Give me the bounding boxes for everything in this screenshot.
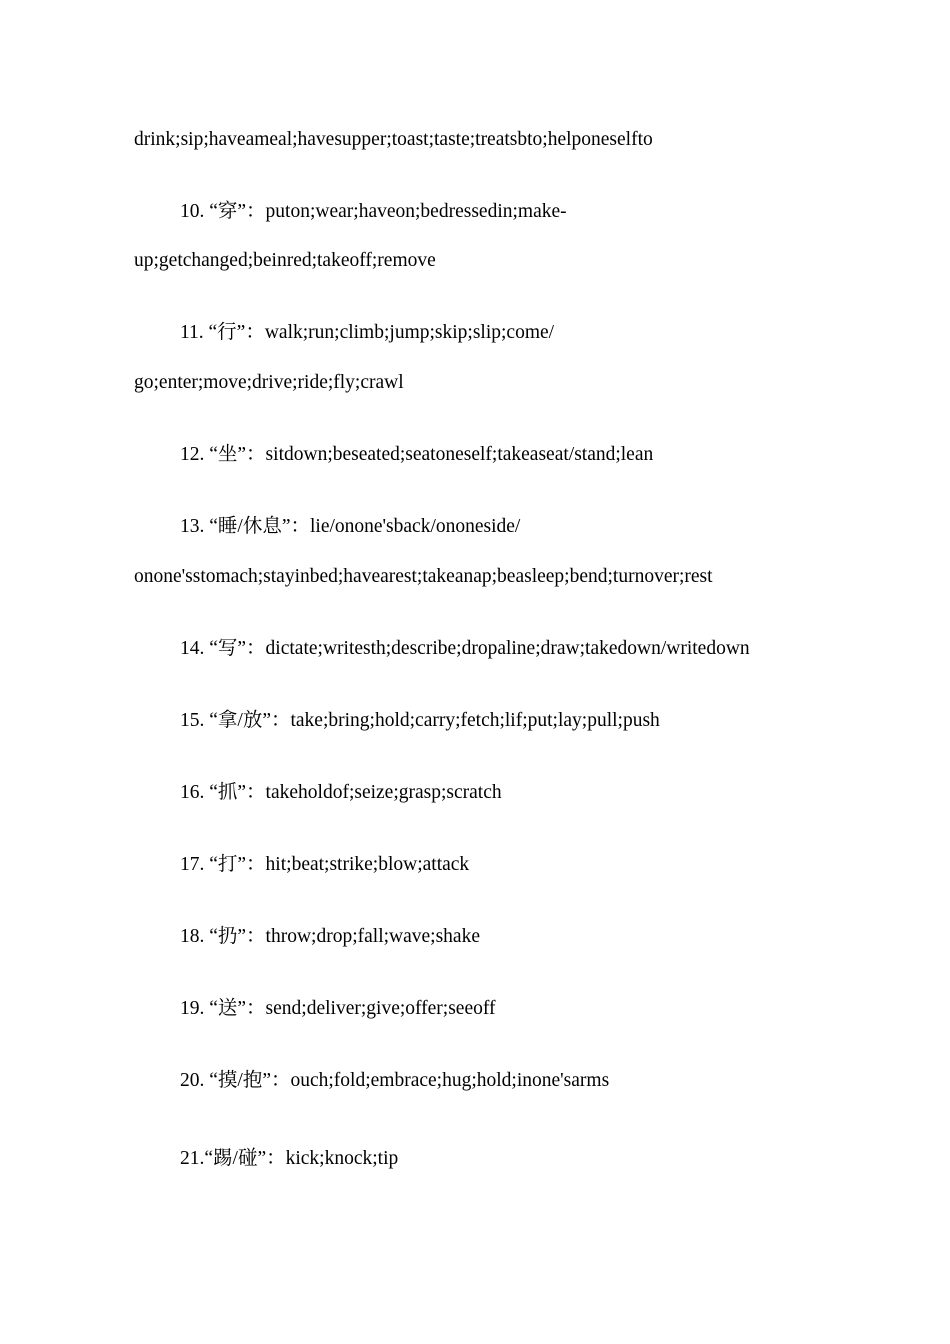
text-line-item-13-cont: onone'sstomach;stayinbed;havearest;takeanap;beasleep;bend;turnover;rest — [134, 566, 713, 587]
text-line-continuation-9: drink;sip;haveameal;havesupper;toast;taste;treatsbto;helponeselfto — [134, 129, 653, 150]
text-line-item-12: 12. “坐”：sitdown;beseated;seatoneself;takeaseat/stand;lean — [180, 444, 654, 465]
text-line-item-19: 19. “送”：send;deliver;give;offer;seeoff — [180, 998, 496, 1019]
text-line-item-20: 20. “摸/抱”：ouch;fold;embrace;hug;hold;inone'sarms — [180, 1070, 610, 1091]
text-line-item-10: 10. “穿”：puton;wear;haveon;bedressedin;make- — [180, 201, 567, 222]
text-line-item-14: 14. “写”：dictate;writesth;describe;dropaline;draw;takedown/writedown — [180, 638, 750, 659]
text-line-item-10-cont: up;getchanged;beinred;takeoff;remove — [134, 250, 436, 271]
text-line-item-21: 21.“踢/碰”：kick;knock;tip — [180, 1148, 399, 1169]
text-line-item-17: 17. “打”：hit;beat;strike;blow;attack — [180, 854, 470, 875]
text-line-item-11: 11. “行”：walk;run;climb;jump;skip;slip;come/ — [180, 322, 555, 343]
text-line-item-16: 16. “抓”：takeholdof;seize;grasp;scratch — [180, 782, 502, 803]
text-line-item-15: 15. “拿/放”：take;bring;hold;carry;fetch;lif;put;lay;pull;push — [180, 710, 660, 731]
text-line-item-13: 13. “睡/休息”：lie/onone'sback/ononeside/ — [180, 516, 521, 537]
text-line-item-11-cont: go;enter;move;drive;ride;fly;crawl — [134, 372, 404, 393]
text-line-item-18: 18. “扔”：throw;drop;fall;wave;shake — [180, 926, 480, 947]
